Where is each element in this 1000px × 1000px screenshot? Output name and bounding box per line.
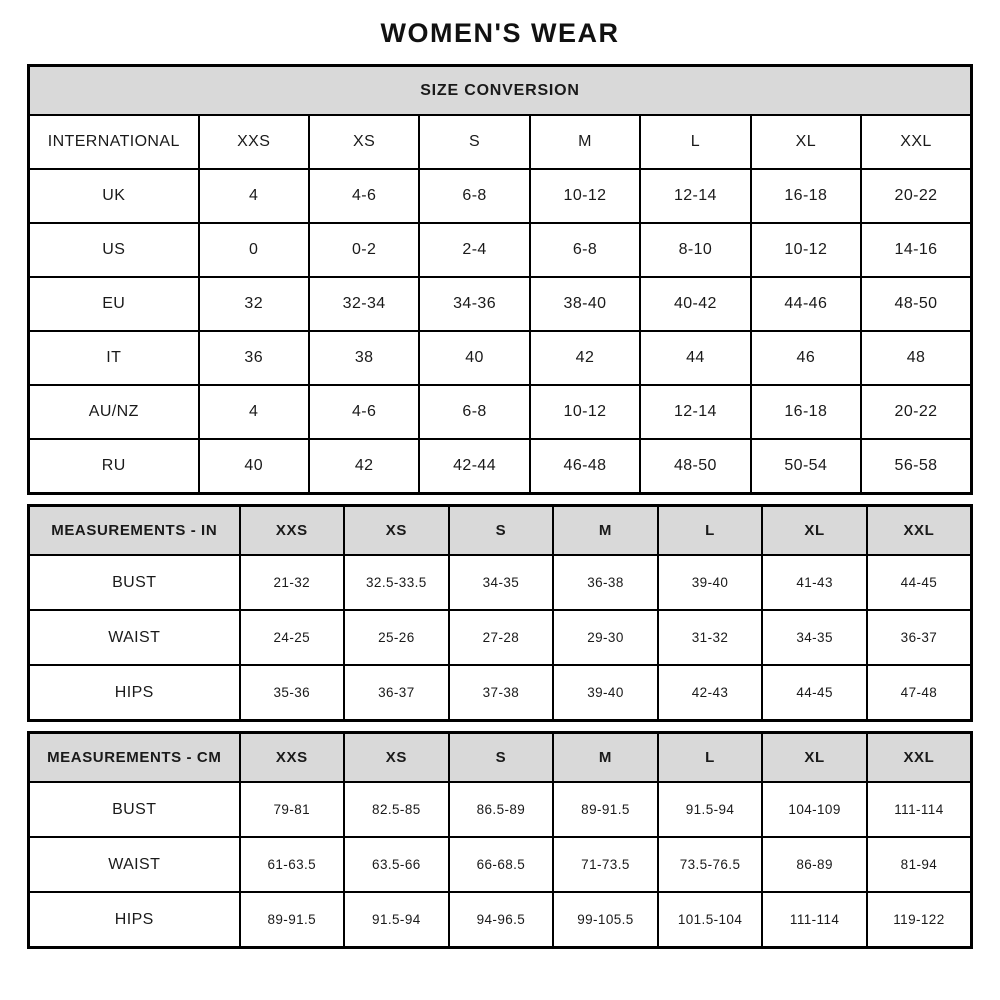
table-cell: 6-8 xyxy=(419,385,529,439)
size-col-header: XXS xyxy=(240,733,345,783)
row-label: WAIST xyxy=(29,610,240,665)
table-cell: 4 xyxy=(199,385,309,439)
table-row-waist-in xyxy=(29,610,972,665)
row-label: US xyxy=(29,223,199,277)
table-row-hips-in xyxy=(29,665,972,721)
table-row-it xyxy=(29,331,972,385)
size-conversion-table xyxy=(27,64,973,495)
table-cell: 73.5-76.5 xyxy=(658,837,763,892)
table-cell: 56-58 xyxy=(861,439,971,494)
table-cell: 71-73.5 xyxy=(553,837,658,892)
size-col-header: XS xyxy=(344,506,449,556)
table-cell: 6-8 xyxy=(419,169,529,223)
size-conversion-title: SIZE CONVERSION xyxy=(29,66,972,116)
table-cell: 42-44 xyxy=(419,439,529,494)
table-cell: 48-50 xyxy=(861,277,971,331)
row-label: BUST xyxy=(29,782,240,837)
table-cell: 16-18 xyxy=(751,169,861,223)
row-label: WAIST xyxy=(29,837,240,892)
table-cell: 101.5-104 xyxy=(658,892,763,948)
table-cell: 12-14 xyxy=(640,385,750,439)
table-cell: 4 xyxy=(199,169,309,223)
col-header-international: INTERNATIONAL xyxy=(29,115,199,169)
table-cell: 8-10 xyxy=(640,223,750,277)
size-col-header: L xyxy=(640,115,750,169)
table-row-us xyxy=(29,223,972,277)
table-cell: 36-37 xyxy=(344,665,449,721)
table-cell: 89-91.5 xyxy=(240,892,345,948)
table-cell: 36-38 xyxy=(553,555,658,610)
size-col-header: M xyxy=(530,115,640,169)
table-cell: 10-12 xyxy=(530,169,640,223)
size-col-header: XXL xyxy=(867,506,972,556)
page-title: WOMEN'S WEAR xyxy=(380,18,620,48)
table-cell: 39-40 xyxy=(553,665,658,721)
table-cell: 86-89 xyxy=(762,837,867,892)
table-cell: 10-12 xyxy=(530,385,640,439)
table-cell: 61-63.5 xyxy=(240,837,345,892)
table-cell: 86.5-89 xyxy=(449,782,554,837)
table-cell: 20-22 xyxy=(861,385,971,439)
size-col-header: XL xyxy=(751,115,861,169)
table-cell: 24-25 xyxy=(240,610,345,665)
size-col-header: L xyxy=(658,506,763,556)
table-cell: 46-48 xyxy=(530,439,640,494)
table-cell: 16-18 xyxy=(751,385,861,439)
size-conversion-header-row xyxy=(29,115,972,169)
table-cell: 6-8 xyxy=(530,223,640,277)
size-conversion-title-row xyxy=(29,66,972,116)
table-cell: 37-38 xyxy=(449,665,554,721)
table-row-bust-cm xyxy=(29,782,972,837)
table-cell: 32 xyxy=(199,277,309,331)
measurements-in-header-row xyxy=(29,506,972,556)
table-cell: 4-6 xyxy=(309,169,419,223)
row-label: EU xyxy=(29,277,199,331)
row-label: UK xyxy=(29,169,199,223)
table-row-eu xyxy=(29,277,972,331)
table-cell: 35-36 xyxy=(240,665,345,721)
size-col-header: XXS xyxy=(240,506,345,556)
row-label: AU/NZ xyxy=(29,385,199,439)
table-cell: 34-36 xyxy=(419,277,529,331)
table-cell: 27-28 xyxy=(449,610,554,665)
table-cell: 91.5-94 xyxy=(658,782,763,837)
row-label: IT xyxy=(29,331,199,385)
table-cell: 21-32 xyxy=(240,555,345,610)
size-col-header: XXS xyxy=(199,115,309,169)
table-cell: 39-40 xyxy=(658,555,763,610)
table-cell: 40 xyxy=(199,439,309,494)
size-col-header: XS xyxy=(309,115,419,169)
table-cell: 119-122 xyxy=(867,892,972,948)
table-cell: 41-43 xyxy=(762,555,867,610)
measurements-cm-table xyxy=(27,731,973,949)
measurements-in-table xyxy=(27,504,973,722)
table-cell: 38-40 xyxy=(530,277,640,331)
size-col-header: M xyxy=(553,733,658,783)
table-row-ru xyxy=(29,439,972,494)
table-cell: 31-32 xyxy=(658,610,763,665)
table-cell: 12-14 xyxy=(640,169,750,223)
table-cell: 79-81 xyxy=(240,782,345,837)
table-cell: 0 xyxy=(199,223,309,277)
measurements-cm-title: MEASUREMENTS - CM xyxy=(29,733,240,783)
table-cell: 44-45 xyxy=(867,555,972,610)
table-cell: 48-50 xyxy=(640,439,750,494)
table-cell: 38 xyxy=(309,331,419,385)
table-cell: 14-16 xyxy=(861,223,971,277)
table-cell: 20-22 xyxy=(861,169,971,223)
table-cell: 81-94 xyxy=(867,837,972,892)
table-cell: 89-91.5 xyxy=(553,782,658,837)
table-cell: 44-45 xyxy=(762,665,867,721)
row-label: RU xyxy=(29,439,199,494)
table-row-hips-cm xyxy=(29,892,972,948)
table-row-waist-cm xyxy=(29,837,972,892)
table-cell: 63.5-66 xyxy=(344,837,449,892)
size-col-header: S xyxy=(419,115,529,169)
table-cell: 2-4 xyxy=(419,223,529,277)
table-cell: 32.5-33.5 xyxy=(344,555,449,610)
table-cell: 40-42 xyxy=(640,277,750,331)
size-col-header: S xyxy=(449,733,554,783)
size-col-header: XS xyxy=(344,733,449,783)
table-cell: 94-96.5 xyxy=(449,892,554,948)
table-cell: 42 xyxy=(309,439,419,494)
size-col-header: XL xyxy=(762,506,867,556)
table-cell: 46 xyxy=(751,331,861,385)
size-col-header: M xyxy=(553,506,658,556)
table-cell: 32-34 xyxy=(309,277,419,331)
size-col-header: XL xyxy=(762,733,867,783)
table-cell: 99-105.5 xyxy=(553,892,658,948)
table-cell: 82.5-85 xyxy=(344,782,449,837)
size-col-header: L xyxy=(658,733,763,783)
table-cell: 111-114 xyxy=(867,782,972,837)
row-label: BUST xyxy=(29,555,240,610)
table-cell: 42-43 xyxy=(658,665,763,721)
table-cell: 44 xyxy=(640,331,750,385)
table-cell: 104-109 xyxy=(762,782,867,837)
table-cell: 111-114 xyxy=(762,892,867,948)
table-row-aunz xyxy=(29,385,972,439)
table-row-bust-in xyxy=(29,555,972,610)
table-cell: 29-30 xyxy=(553,610,658,665)
table-cell: 34-35 xyxy=(762,610,867,665)
row-label: HIPS xyxy=(29,892,240,948)
table-cell: 10-12 xyxy=(751,223,861,277)
table-cell: 25-26 xyxy=(344,610,449,665)
table-cell: 66-68.5 xyxy=(449,837,554,892)
table-cell: 34-35 xyxy=(449,555,554,610)
table-cell: 50-54 xyxy=(751,439,861,494)
table-cell: 48 xyxy=(861,331,971,385)
table-cell: 36-37 xyxy=(867,610,972,665)
table-cell: 36 xyxy=(199,331,309,385)
size-col-header: XXL xyxy=(867,733,972,783)
row-label: HIPS xyxy=(29,665,240,721)
table-cell: 47-48 xyxy=(867,665,972,721)
size-col-header: XXL xyxy=(861,115,971,169)
table-cell: 4-6 xyxy=(309,385,419,439)
table-cell: 91.5-94 xyxy=(344,892,449,948)
table-cell: 0-2 xyxy=(309,223,419,277)
table-row-uk xyxy=(29,169,972,223)
table-cell: 44-46 xyxy=(751,277,861,331)
measurements-cm-header-row xyxy=(29,733,972,783)
table-cell: 40 xyxy=(419,331,529,385)
table-cell: 42 xyxy=(530,331,640,385)
size-col-header: S xyxy=(449,506,554,556)
measurements-in-title: MEASUREMENTS - IN xyxy=(29,506,240,556)
